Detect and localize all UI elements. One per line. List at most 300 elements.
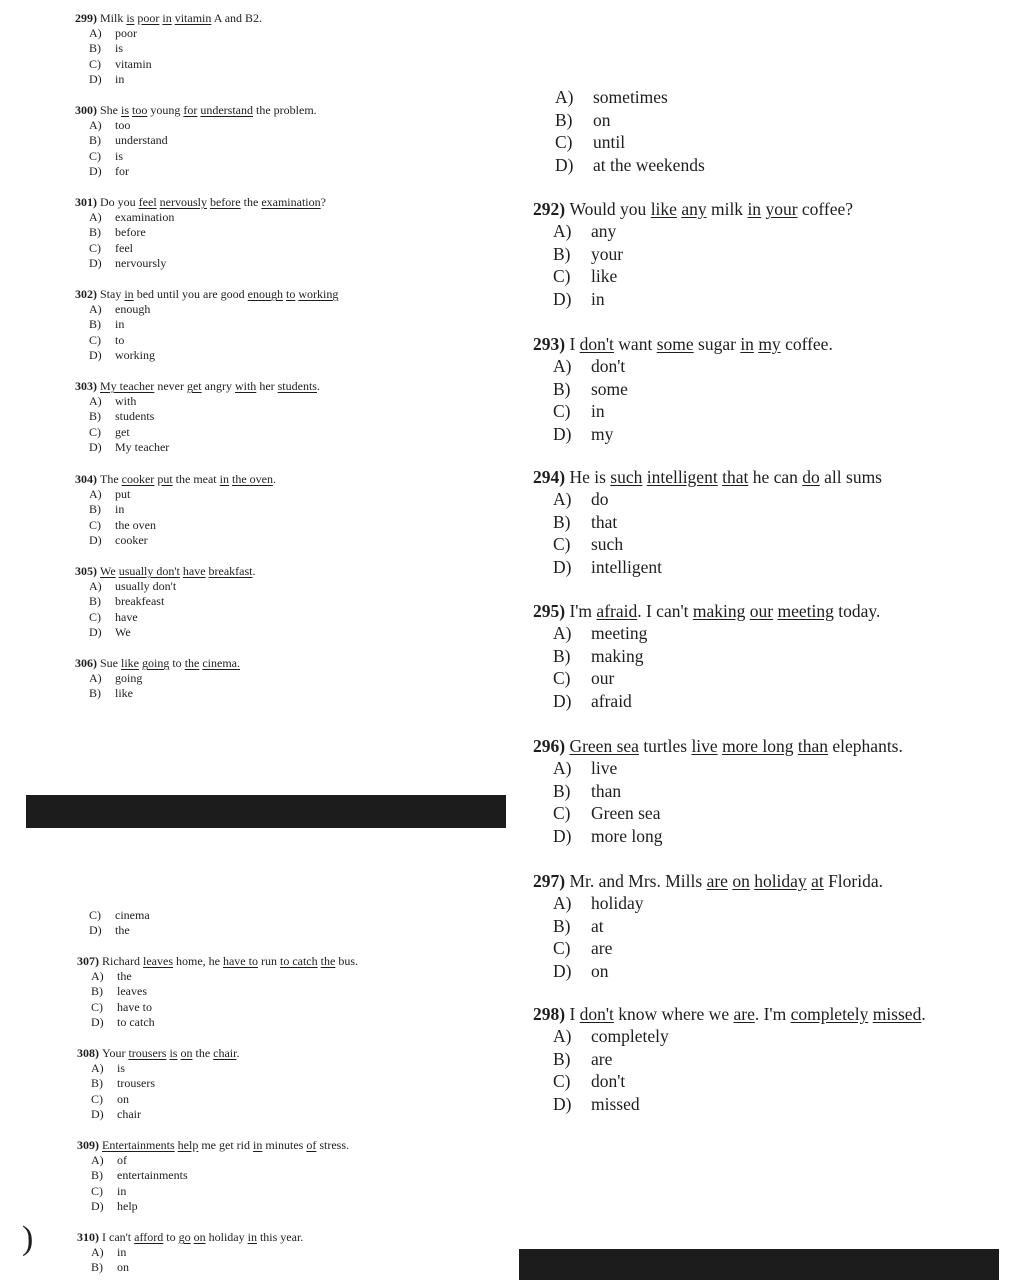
option-letter: D): [553, 288, 572, 309]
underlined-segment: students: [277, 379, 317, 393]
option-text: get: [115, 424, 130, 439]
text-segment: .: [272, 472, 276, 486]
underlined-segment: the: [184, 656, 200, 670]
answer-option: [553, 488, 882, 511]
option-letter: B): [89, 41, 101, 56]
answer-options: [89, 26, 262, 87]
answer-option: [91, 1015, 358, 1030]
option-text: vitamin: [115, 56, 152, 71]
text-segment: minutes: [262, 1138, 307, 1152]
text-segment: Mr. and Mrs. Mills: [569, 871, 707, 891]
answer-option: [553, 690, 880, 713]
answer-option: [89, 164, 317, 179]
text-segment: Sue: [100, 656, 121, 670]
option-letter: B): [91, 1076, 103, 1091]
answer-option: [553, 378, 833, 401]
underlined-segment: Green sea: [569, 736, 639, 756]
option-text: to: [115, 332, 125, 347]
question-text: [77, 954, 358, 969]
underlined-segment: too: [132, 103, 148, 117]
answer-option: [91, 1061, 239, 1076]
option-letter: A): [91, 1153, 104, 1167]
text-segment: the: [240, 195, 262, 209]
option-text: poor: [115, 26, 137, 40]
text-segment: Your: [102, 1046, 129, 1060]
answer-option: [555, 109, 705, 132]
answer-option: [89, 579, 256, 594]
underlined-segment: to catch: [279, 954, 318, 968]
option-letter: C): [89, 148, 101, 163]
underlined-segment: in: [740, 334, 754, 354]
underlined-segment: missed: [872, 1004, 922, 1024]
answer-option: [553, 757, 903, 780]
answer-option: [89, 533, 276, 548]
text-segment: this year.: [256, 1230, 304, 1244]
option-text: until: [593, 132, 626, 152]
answer-option: [89, 72, 262, 87]
option-letter: C): [89, 517, 101, 532]
option-letter: C): [91, 1091, 103, 1106]
option-letter: C): [89, 908, 101, 922]
underlined-segment: examination: [261, 195, 321, 209]
underlined-segment: like: [121, 656, 139, 670]
question-number: 302): [75, 287, 100, 301]
text-segment: She: [100, 103, 121, 117]
option-letter: A): [89, 671, 102, 685]
text-segment: Milk: [100, 11, 127, 25]
option-text: at: [591, 915, 604, 936]
option-text: put: [115, 487, 131, 501]
answer-options: [553, 355, 833, 445]
option-text: with: [115, 394, 137, 408]
underlined-segment: on: [180, 1046, 193, 1060]
text-segment: coffee.: [780, 334, 833, 354]
option-text: in: [117, 1183, 127, 1198]
option-text: afraid: [591, 690, 632, 711]
question-306b: [75, 908, 150, 939]
option-text: nervoursly: [115, 255, 167, 270]
answer-option: [89, 317, 338, 332]
question-number: 304): [75, 472, 100, 486]
option-letter: B): [89, 133, 101, 148]
option-text: don't: [591, 1071, 626, 1091]
option-text: like: [591, 266, 618, 286]
question-number: 307): [77, 954, 102, 968]
question-number: 294): [533, 467, 570, 487]
text-segment: coffee?: [797, 199, 854, 219]
answer-option: [89, 302, 338, 317]
answer-option: [89, 923, 150, 938]
question-number: 303): [75, 379, 100, 393]
underlined-segment: working: [298, 287, 339, 301]
answer-options: [91, 969, 358, 1030]
underlined-segment: help: [177, 1138, 199, 1152]
text-segment: run: [257, 954, 280, 968]
text-segment: A and B2.: [211, 11, 263, 25]
text-segment: Do you: [100, 195, 139, 209]
answer-option: [553, 265, 853, 288]
underlined-segment: on: [732, 871, 750, 891]
option-text: Green sea: [591, 803, 661, 823]
underlined-segment: cinema.: [202, 656, 241, 670]
answer-options: [89, 487, 276, 548]
question-307: [77, 954, 358, 1030]
answer-option: [553, 355, 833, 378]
answer-option: [91, 1000, 358, 1015]
underlined-segment: vitamin: [174, 11, 212, 25]
underlined-segment: your: [765, 199, 798, 219]
underlined-segment: do: [802, 467, 820, 487]
answer-option: [553, 556, 882, 579]
option-text: cinema: [115, 908, 150, 922]
text-segment: to: [163, 1230, 179, 1244]
option-letter: A): [553, 221, 572, 241]
answer-option: [553, 288, 853, 311]
underlined-segment: enough: [247, 287, 283, 301]
text-segment: holiday: [205, 1230, 248, 1244]
option-letter: B): [553, 1048, 571, 1069]
option-letter: C): [553, 534, 571, 554]
option-text: are: [591, 938, 613, 958]
option-text: going: [115, 671, 143, 685]
option-text: our: [591, 668, 615, 688]
question-text: [77, 1138, 349, 1153]
answer-option: [553, 667, 880, 690]
text-segment: never: [154, 379, 187, 393]
question-298: [533, 1003, 926, 1115]
option-text: trousers: [117, 1076, 155, 1091]
question-number: 301): [75, 195, 100, 209]
option-letter: D): [553, 556, 572, 577]
text-segment: The: [100, 472, 122, 486]
question-292: [533, 198, 853, 310]
answer-option: [89, 610, 256, 625]
option-text: working: [115, 347, 155, 362]
underlined-segment: such: [610, 467, 643, 487]
question-number: 295): [533, 601, 570, 621]
option-letter: D): [89, 532, 102, 547]
answer-option: [553, 400, 833, 423]
question-305: [75, 564, 256, 640]
question-text: [533, 1003, 926, 1025]
option-text: like: [115, 686, 133, 701]
option-text: have to: [117, 999, 152, 1014]
option-letter: C): [553, 1071, 571, 1091]
answer-option: [553, 1070, 926, 1093]
option-letter: B): [553, 243, 571, 264]
answer-option: [91, 1184, 349, 1199]
text-segment: know where we: [613, 1004, 734, 1024]
underlined-segment: our: [749, 601, 774, 621]
question-text: [533, 466, 882, 488]
underlined-segment: don't: [579, 334, 614, 354]
answer-option: [553, 1025, 926, 1048]
option-letter: B): [89, 502, 101, 517]
option-letter: A): [89, 26, 102, 40]
option-text: to catch: [117, 1014, 155, 1029]
answer-options: [91, 1245, 303, 1276]
option-text: making: [591, 645, 644, 666]
option-letter: C): [91, 1183, 103, 1198]
answer-option: [91, 984, 358, 999]
answer-option: [89, 686, 240, 701]
option-text: the: [117, 969, 132, 983]
underlined-segment: chair: [213, 1046, 237, 1060]
underlined-segment: in: [247, 1230, 257, 1244]
underlined-segment: are: [733, 1004, 755, 1024]
underlined-segment: to: [286, 287, 296, 301]
option-text: such: [591, 534, 624, 554]
underlined-segment: breakfast: [208, 564, 253, 578]
option-letter: B): [91, 984, 103, 999]
underlined-segment: are: [706, 871, 728, 891]
option-text: do: [591, 489, 609, 509]
option-letter: C): [89, 424, 101, 439]
question-text: [533, 333, 833, 355]
text-segment: ?: [320, 195, 326, 209]
question-text: [75, 564, 256, 579]
underlined-segment: have to: [222, 954, 258, 968]
question-299: [75, 11, 262, 87]
option-text: that: [591, 511, 618, 532]
option-text: completely: [591, 1026, 669, 1046]
underlined-segment: nervously: [159, 195, 207, 209]
answer-option: [89, 41, 262, 56]
option-text: live: [591, 758, 618, 778]
option-text: in: [591, 401, 605, 421]
option-letter: A): [553, 489, 572, 509]
answer-option: [91, 1153, 349, 1168]
question-number: 296): [533, 736, 570, 756]
question-304: [75, 472, 276, 548]
underlined-segment: more long: [722, 736, 794, 756]
answer-option: [89, 26, 262, 41]
answer-option: [89, 348, 338, 363]
option-text: help: [117, 1198, 138, 1213]
option-letter: D): [553, 960, 572, 981]
answer-options: [555, 86, 705, 176]
option-letter: C): [553, 803, 571, 823]
underlined-segment: at: [811, 871, 824, 891]
answer-option: [89, 518, 276, 533]
option-text: the: [115, 923, 130, 938]
text-segment: He is: [569, 467, 611, 487]
question-text: [75, 656, 240, 671]
option-text: in: [115, 502, 125, 517]
answer-option: [91, 1245, 303, 1260]
option-letter: A): [553, 356, 572, 376]
text-segment: to: [169, 656, 185, 670]
text-segment: elephants.: [828, 736, 903, 756]
option-letter: B): [89, 686, 101, 701]
option-text: some: [591, 378, 628, 399]
question-text: [77, 1046, 239, 1061]
question-text: [75, 195, 326, 210]
option-text: holiday: [591, 893, 644, 913]
answer-option: [89, 256, 326, 271]
underlined-segment: for: [183, 103, 198, 117]
option-letter: A): [89, 118, 102, 132]
underlined-segment: in: [162, 11, 172, 25]
text-segment: turtles: [638, 736, 692, 756]
option-text: my: [591, 423, 614, 444]
question-text: [75, 472, 276, 487]
text-segment: . I can't: [637, 601, 693, 621]
option-letter: B): [91, 1168, 103, 1183]
answer-option: [91, 1260, 303, 1275]
underlined-segment: poor: [137, 11, 160, 25]
answer-option: [553, 1048, 926, 1071]
option-text: on: [117, 1091, 129, 1106]
option-letter: D): [89, 255, 102, 270]
underlined-segment: put: [157, 472, 173, 486]
text-segment: Would you: [569, 199, 651, 219]
answer-option: [91, 1199, 349, 1214]
text-segment: bed until you are good: [133, 287, 248, 301]
answer-option: [91, 1168, 349, 1183]
answer-option: [89, 149, 317, 164]
answer-options: [89, 118, 317, 179]
option-text: is: [115, 41, 124, 56]
underlined-segment: is: [126, 11, 135, 25]
redaction-bar-left: [26, 795, 506, 828]
option-letter: B): [89, 594, 101, 609]
text-segment: .: [921, 1004, 926, 1024]
text-segment: the: [192, 1046, 214, 1060]
option-letter: C): [555, 132, 573, 152]
underlined-segment: like: [650, 199, 677, 219]
answer-option: [553, 937, 883, 960]
option-text: is: [117, 1061, 126, 1075]
answer-options: [89, 579, 256, 640]
option-text: too: [115, 118, 131, 132]
question-number: 305): [75, 564, 100, 578]
question-number: 310): [77, 1230, 102, 1244]
answer-option: [89, 671, 240, 686]
answer-option: [553, 915, 883, 938]
option-letter: B): [553, 645, 571, 666]
question-294: [533, 466, 882, 578]
answer-option: [91, 1107, 239, 1122]
underlined-segment: is: [169, 1046, 178, 1060]
underlined-segment: get: [186, 379, 202, 393]
text-segment: I: [569, 334, 580, 354]
option-letter: C): [91, 999, 103, 1014]
question-302: [75, 287, 338, 363]
answer-option: [553, 780, 903, 803]
option-letter: C): [553, 668, 571, 688]
option-letter: A): [89, 394, 102, 408]
text-segment: milk: [706, 199, 748, 219]
question-text: [533, 600, 880, 622]
question-308: [77, 1046, 239, 1122]
option-letter: B): [553, 780, 571, 801]
option-text: on: [593, 109, 611, 130]
answer-option: [555, 154, 705, 177]
answer-options: [89, 302, 338, 363]
answer-option: [89, 394, 320, 409]
option-text: sometimes: [593, 87, 668, 107]
option-text: on: [591, 960, 609, 981]
option-letter: B): [553, 511, 571, 532]
option-letter: C): [553, 401, 571, 421]
option-letter: A): [555, 87, 574, 107]
answer-option: [553, 645, 880, 668]
option-letter: B): [553, 378, 571, 399]
option-text: enough: [115, 302, 151, 316]
underlined-segment: meeting: [777, 601, 834, 621]
question-text: [533, 870, 883, 892]
question-text: [75, 103, 317, 118]
question-293: [533, 333, 833, 445]
text-segment: the problem.: [253, 103, 317, 117]
option-text: in: [117, 1245, 127, 1259]
question-303: [75, 379, 320, 455]
question-295: [533, 600, 880, 712]
option-letter: C): [89, 56, 101, 71]
question-number: 300): [75, 103, 100, 117]
option-text: don't: [591, 356, 626, 376]
answer-options: [91, 1061, 239, 1122]
answer-option: [89, 487, 276, 502]
option-text: in: [115, 71, 125, 86]
text-segment: . I'm: [754, 1004, 791, 1024]
underlined-segment: intelligent: [646, 467, 718, 487]
underlined-segment: feel: [138, 195, 157, 209]
option-letter: D): [89, 71, 102, 86]
text-segment: I can't: [102, 1230, 135, 1244]
answer-options: [89, 210, 326, 271]
answer-options: [553, 622, 880, 712]
answer-option: [553, 802, 903, 825]
option-text: We: [115, 624, 131, 639]
answer-option: [89, 502, 276, 517]
option-letter: A): [89, 579, 102, 593]
option-letter: D): [553, 423, 572, 444]
underlined-segment: My teacher: [100, 379, 155, 393]
answer-option: [89, 57, 262, 72]
underlined-segment: making: [692, 601, 746, 621]
question-296: [533, 735, 903, 847]
option-letter: D): [89, 347, 102, 362]
option-letter: C): [89, 609, 101, 624]
text-segment: young: [147, 103, 184, 117]
underlined-segment: afraid: [596, 601, 638, 621]
question-text: [77, 1230, 303, 1245]
text-segment: Richard: [102, 954, 143, 968]
text-segment: her: [256, 379, 278, 393]
underlined-segment: the: [320, 954, 336, 968]
question-297: [533, 870, 883, 982]
underlined-segment: the oven: [231, 472, 273, 486]
underlined-segment: is: [121, 103, 130, 117]
option-text: than: [591, 780, 622, 801]
option-letter: A): [91, 1245, 104, 1259]
answer-option: [553, 825, 903, 848]
underlined-segment: trousers: [128, 1046, 167, 1060]
text-segment: Florida.: [823, 871, 884, 891]
option-text: any: [591, 221, 617, 241]
question-text: [75, 11, 262, 26]
text-segment: he can: [748, 467, 803, 487]
margin-parenthesis: ): [22, 1220, 34, 1257]
answer-option: [553, 423, 833, 446]
underlined-segment: in: [219, 472, 229, 486]
option-text: examination: [115, 210, 175, 224]
answer-option: [553, 533, 882, 556]
text-segment: stress.: [316, 1138, 349, 1152]
question-301: [75, 195, 326, 271]
